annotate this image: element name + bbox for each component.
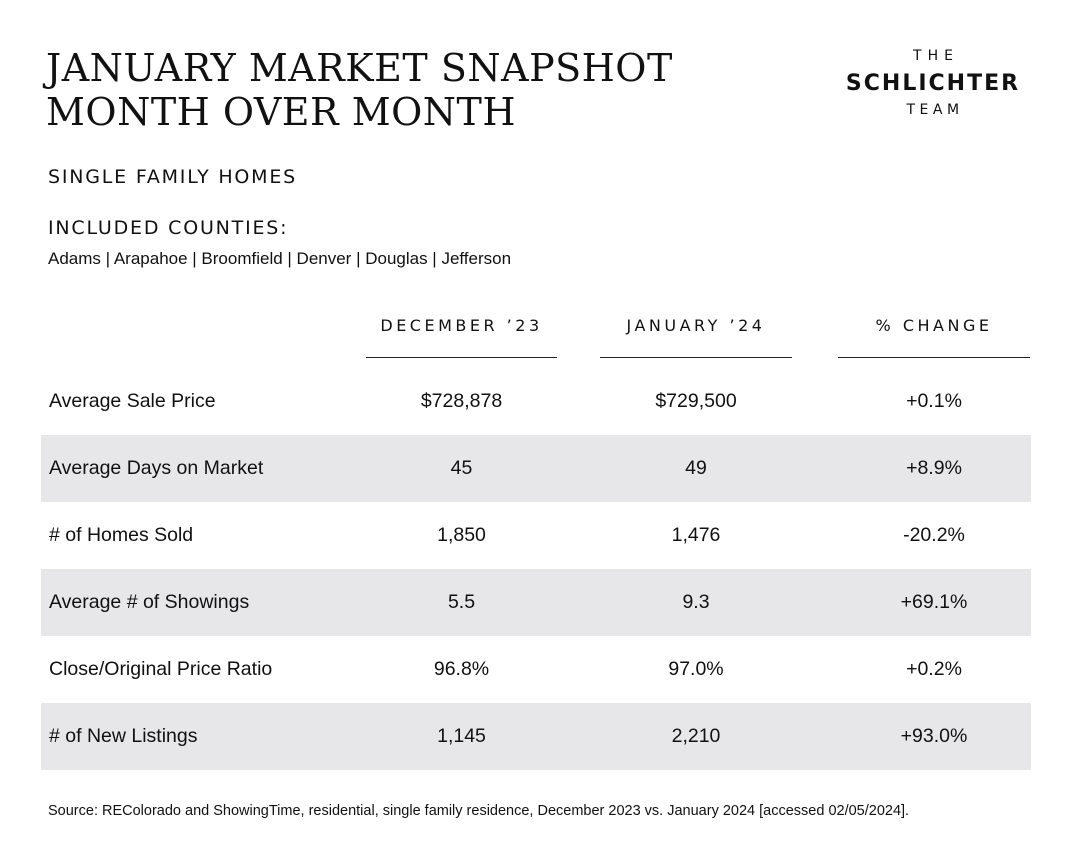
table-row bbox=[41, 636, 1031, 703]
row-january-value: 97.0% bbox=[668, 658, 724, 680]
brand-logo-bottom: TEAM bbox=[906, 102, 964, 118]
table-row bbox=[41, 569, 1031, 636]
counties-list: Adams | Arapahoe | Broomfield | Denver | Douglas | Jefferson bbox=[48, 249, 512, 268]
row-metric-label: Average Sale Price bbox=[49, 390, 216, 412]
table-row bbox=[41, 703, 1031, 770]
table-row bbox=[41, 502, 1031, 569]
row-change-value: +93.0% bbox=[900, 725, 968, 747]
page-subtitle: MONTH OVER MONTH bbox=[46, 90, 517, 134]
row-change-value: +8.9% bbox=[906, 457, 962, 479]
row-change-value: -20.2% bbox=[903, 524, 965, 546]
row-december-value: $728,878 bbox=[420, 390, 503, 412]
row-change-value: +0.2% bbox=[906, 658, 962, 680]
brand-logo-top: THE bbox=[913, 48, 959, 64]
counties-label: INCLUDED COUNTIES: bbox=[48, 217, 289, 239]
category-heading: SINGLE FAMILY HOMES bbox=[48, 166, 298, 188]
column-header-january: JANUARY ’24 bbox=[600, 315, 792, 358]
row-metric-label: Close/Original Price Ratio bbox=[49, 658, 273, 680]
row-metric-label: Average # of Showings bbox=[49, 591, 250, 613]
row-january-value: 2,210 bbox=[671, 725, 721, 747]
row-december-value: 1,850 bbox=[437, 524, 486, 546]
brand-logo bbox=[838, 46, 1028, 118]
source-footnote: Source: REColorado and ShowingTime, residential, single family residence, December 2023 vs. January 2024 [accessed 02/05/2024]. bbox=[48, 803, 910, 819]
column-header-december: DECEMBER ’23 bbox=[366, 315, 557, 358]
row-january-value: 1,476 bbox=[671, 524, 721, 546]
row-january-value: 49 bbox=[685, 457, 707, 479]
row-metric-label: Average Days on Market bbox=[49, 457, 264, 479]
row-january-value: $729,500 bbox=[655, 390, 737, 412]
row-december-value: 5.5 bbox=[447, 591, 476, 613]
row-metric-label: # of New Listings bbox=[49, 725, 198, 747]
row-change-value: +69.1% bbox=[900, 591, 968, 613]
row-january-value: 9.3 bbox=[682, 591, 710, 613]
title-block bbox=[46, 46, 673, 134]
market-table bbox=[41, 368, 1031, 770]
row-december-value: 1,145 bbox=[437, 725, 486, 747]
brand-logo-main: SCHLICHTER bbox=[845, 71, 1021, 96]
row-change-value: +0.1% bbox=[906, 390, 962, 412]
row-metric-label: # of Homes Sold bbox=[49, 524, 194, 546]
row-december-value: 45 bbox=[450, 457, 473, 479]
row-december-value: 96.8% bbox=[433, 658, 490, 680]
table-row bbox=[41, 368, 1031, 435]
column-header-change: % CHANGE bbox=[838, 315, 1030, 358]
page-title: JANUARY MARKET SNAPSHOT bbox=[46, 46, 673, 90]
table-row bbox=[41, 435, 1031, 502]
